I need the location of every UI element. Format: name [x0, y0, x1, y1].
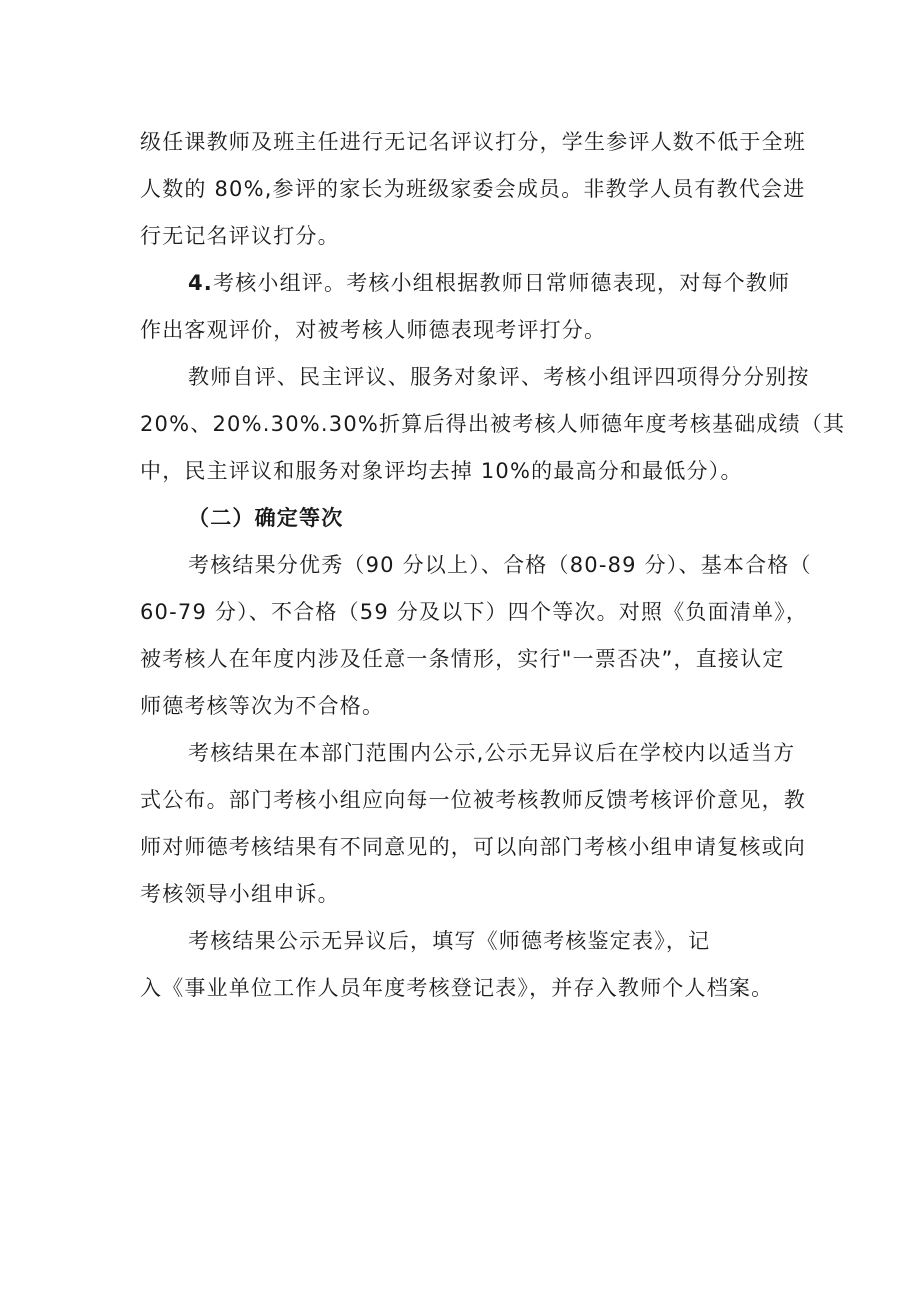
- text-line: 20%、20%.30%.30%折算后得出被考核人师德年度考核基础成绩（其: [140, 412, 846, 436]
- paragraph-evaluation-participants: [140, 119, 806, 260]
- text-line: 考核结果在本部门范围内公示,公示无异议后在学校内以适当方: [188, 741, 796, 765]
- text-line: 行无记名评议打分。: [140, 224, 340, 248]
- paragraph-committee-evaluation: [140, 260, 790, 354]
- text-line: 中，民主评议和服务对象评均去掉 10%的最高分和最低分）。: [140, 459, 743, 483]
- text-line: 作出客观评价，对被考核人师德表现考评打分。: [140, 318, 607, 342]
- text-line: 被考核人在年度内涉及任意一条情形，实行"一票否决”，直接认定: [140, 647, 785, 671]
- text-line: 60-79 分）、不合格（59 分及以下）四个等次。对照《负面清单》，: [140, 600, 809, 624]
- item-number: 4.: [188, 271, 213, 295]
- paragraph-publication: [140, 730, 806, 918]
- document-body: [140, 119, 846, 1012]
- text-line: 人数的 80%,参评的家长为班级家委会成员。非教学人员有教代会进: [140, 177, 806, 201]
- text-line: 师德考核等次为不合格。: [140, 694, 385, 718]
- text-line: 教师自评、民主评议、服务对象评、考核小组评四项得分分别按: [188, 365, 810, 389]
- text-line: 式公布。部门考核小组应向每一位被考核教师反馈考核评价意见，教: [140, 788, 806, 812]
- text-line: 考核领导小组申诉。: [140, 882, 340, 906]
- text-line: 考核结果公示无异议后，填写《师德考核鉴定表》，记: [188, 929, 711, 953]
- paragraph-weighting: [140, 354, 846, 495]
- text-line: 入《事业单位工作人员年度考核登记表》，并存入教师个人档案。: [140, 976, 774, 1000]
- text-line: 考核结果分优秀（90 分以上）、合格（80-89 分）、基本合格（: [188, 553, 812, 577]
- text-line: 师对师德考核结果有不同意见的，可以向部门考核小组申请复核或向: [140, 835, 806, 859]
- text-line: 级任课教师及班主任进行无记名评议打分，学生参评人数不低于全班: [140, 130, 806, 154]
- section-heading: （二）确定等次: [188, 506, 344, 530]
- paragraph-archiving: [140, 918, 790, 1012]
- text-line: [140, 260, 790, 307]
- paragraph-grade-levels: [140, 542, 812, 730]
- text-segment: 考核小组评。考核小组根据教师日常师德表现，对每个教师: [213, 271, 791, 295]
